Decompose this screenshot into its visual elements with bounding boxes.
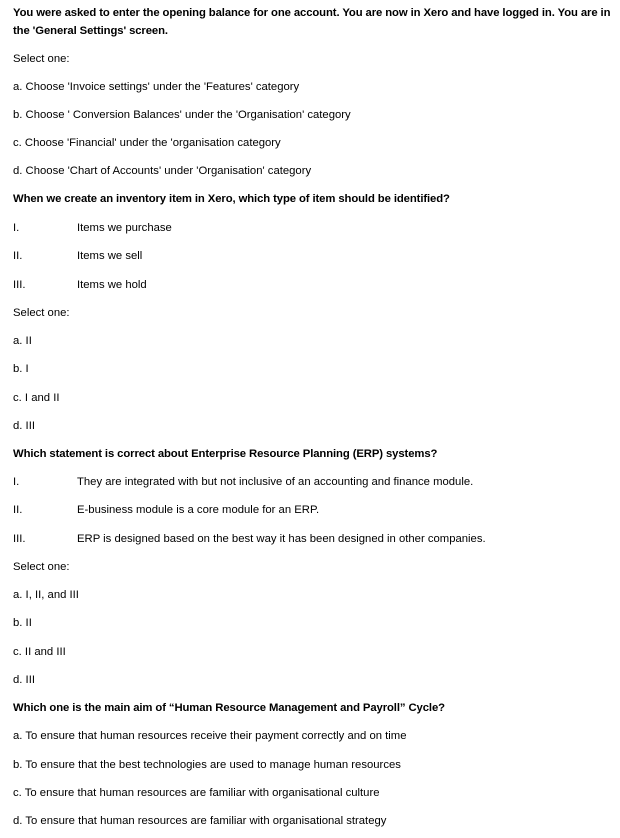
question-2-statement-3-text: Items we hold — [77, 279, 147, 291]
question-1-option-d[interactable]: d. Choose 'Chart of Accounts' under 'Organisation' category — [13, 165, 312, 177]
question-4-option-b[interactable]: b. To ensure that the best technologies are used to manage human resources — [13, 759, 401, 771]
question-4-option-c[interactable]: c. To ensure that human resources are familiar with organisational culture — [13, 787, 380, 799]
question-4-text: Which one is the main aim of “Human Resource Management and Payroll” Cycle? — [13, 702, 445, 714]
question-1-option-c[interactable]: c. Choose 'Financial' under the 'organisation category — [13, 137, 281, 149]
question-1-text: You were asked to enter the opening balance for one account. You are now in Xero and have logged in. You are in the 'General Settings' screen. — [13, 7, 611, 37]
question-2-text: When we create an inventory item in Xero, which type of item should be identified? — [13, 193, 450, 205]
question-3-option-c[interactable]: c. II and III — [13, 646, 66, 658]
question-2-statement-3-numeral: III. — [13, 279, 26, 291]
question-2-option-a[interactable]: a. II — [13, 335, 32, 347]
question-3-option-b[interactable]: b. II — [13, 617, 32, 629]
question-4-option-d[interactable]: d. To ensure that human resources are familiar with organisational strategy — [13, 815, 387, 827]
question-3-statement-2-text: E-business module is a core module for an ERP. — [77, 504, 320, 516]
question-2-option-c[interactable]: c. I and II — [13, 392, 60, 404]
question-3-statement-2-numeral: II. — [13, 504, 23, 516]
question-2-statement-2-numeral: II. — [13, 250, 23, 262]
question-3-option-a[interactable]: a. I, II, and III — [13, 589, 79, 601]
question-2-option-b[interactable]: b. I — [13, 363, 29, 375]
question-2-statement-1-numeral: I. — [13, 222, 20, 234]
question-4-option-a[interactable]: a. To ensure that human resources receive their payment correctly and on time — [13, 730, 407, 742]
question-3-select-label: Select one: — [13, 561, 70, 573]
question-1-select-label: Select one: — [13, 53, 70, 65]
question-2-option-d[interactable]: d. III — [13, 420, 35, 432]
question-1-option-a[interactable]: a. Choose 'Invoice settings' under the 'Features' category — [13, 81, 300, 93]
question-2-statement-1-text: Items we purchase — [77, 222, 172, 234]
question-3-statement-1-text: They are integrated with but not inclusive of an accounting and finance module. — [77, 476, 474, 488]
question-3-text: Which statement is correct about Enterprise Resource Planning (ERP) systems? — [13, 448, 438, 460]
question-3-option-d[interactable]: d. III — [13, 674, 35, 686]
question-3-statement-1-numeral: I. — [13, 476, 20, 488]
question-3-statement-3-numeral: III. — [13, 533, 26, 545]
question-1-option-b[interactable]: b. Choose ' Conversion Balances' under the 'Organisation' category — [13, 109, 351, 121]
question-2-statement-2-text: Items we sell — [77, 250, 143, 262]
question-2-select-label: Select one: — [13, 307, 70, 319]
question-3-statement-3-text: ERP is designed based on the best way it has been designed in other companies. — [77, 533, 486, 545]
